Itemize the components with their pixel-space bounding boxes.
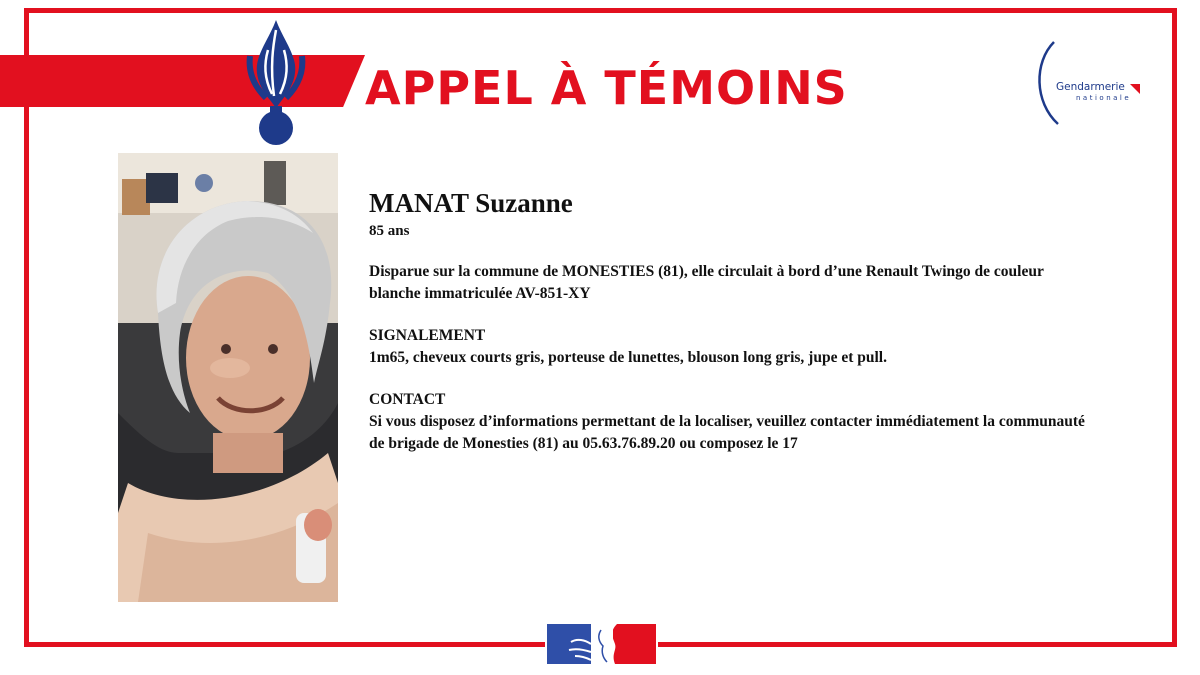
person-age: 85 ans [369, 223, 410, 239]
grenade-emblem-icon [240, 16, 312, 146]
contact-text: Si vous disposez d’informations permettant de la localiser, veuillez contacter immédiatement la communauté de brigade de Monesties (81) au 05.63.76.89.20 ou composez le 17 [369, 413, 1085, 452]
notice-body [369, 185, 1099, 455]
person-name: MANAT Suzanne [369, 188, 573, 218]
gendarmerie-logo-sub: nationale [1076, 94, 1132, 102]
signalement-heading: SIGNALEMENT [369, 327, 486, 344]
contact-heading: CONTACT [369, 391, 446, 408]
signalement-text: 1m65, cheveux courts gris, porteuse de lunettes, blouson long gris, jupe et pull. [369, 349, 887, 366]
page-title: APPEL À TÉMOINS [365, 61, 848, 115]
gendarmerie-logo-name: Gendarmerie [1056, 81, 1125, 93]
disappearance-description: Disparue sur la commune de MONESTIES (81), elle circulait à bord d’une Renault Twingo de couleur blanche immatriculée AV-851-XY [369, 263, 1044, 302]
missing-person-photo [118, 153, 338, 602]
gendarmerie-logo-icon [1030, 38, 1150, 128]
marianne-logo-icon [545, 622, 658, 666]
